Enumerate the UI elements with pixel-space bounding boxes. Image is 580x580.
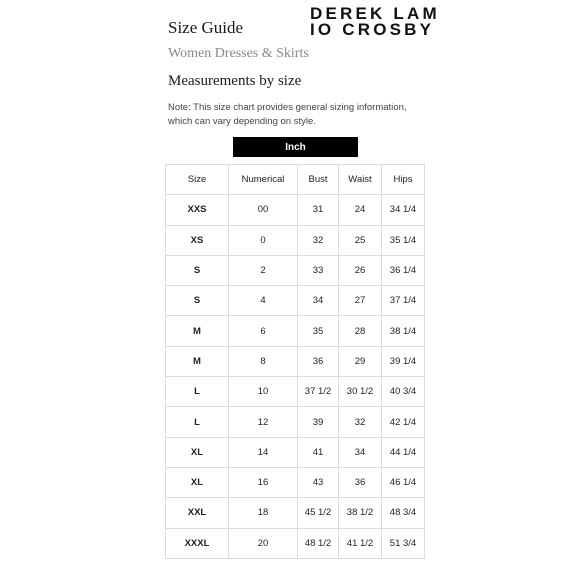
cell-numerical: 14	[229, 437, 298, 467]
cell-bust: 45 1/2	[298, 498, 339, 528]
table-row	[166, 467, 425, 497]
size-table	[165, 164, 425, 559]
cell-bust: 39	[298, 407, 339, 437]
cell-size: L	[166, 407, 229, 437]
cell-bust: 43	[298, 467, 339, 497]
cell-waist: 34	[339, 437, 382, 467]
cell-hips: 46 1/4	[382, 467, 425, 497]
cell-size: XS	[166, 225, 229, 255]
cell-numerical: 4	[229, 286, 298, 316]
cell-hips: 39 1/4	[382, 346, 425, 376]
table-header-row	[166, 165, 425, 195]
cell-hips: 48 3/4	[382, 498, 425, 528]
cell-size: XXS	[166, 195, 229, 225]
column-header-numerical: Numerical	[229, 165, 298, 195]
table-row	[166, 437, 425, 467]
cell-size: XL	[166, 437, 229, 467]
table-row	[166, 286, 425, 316]
cell-hips: 34 1/4	[382, 195, 425, 225]
section-heading: Measurements by size	[168, 73, 302, 89]
cell-bust: 33	[298, 255, 339, 285]
sizing-note: Note: This size chart provides general sizing information, which can vary depending on style.	[168, 102, 407, 127]
cell-size: S	[166, 286, 229, 316]
table-row	[166, 377, 425, 407]
cell-waist: 38 1/2	[339, 498, 382, 528]
table-row	[166, 316, 425, 346]
page-title: Size Guide	[168, 18, 244, 37]
cell-bust: 31	[298, 195, 339, 225]
cell-waist: 28	[339, 316, 382, 346]
table-body	[166, 195, 425, 559]
brand-logo-line-1: DEREK LAM	[310, 4, 440, 23]
cell-numerical: 12	[229, 407, 298, 437]
table-row	[166, 346, 425, 376]
cell-waist: 24	[339, 195, 382, 225]
table-row	[166, 528, 425, 558]
cell-numerical: 0	[229, 225, 298, 255]
column-header-hips: Hips	[382, 165, 425, 195]
cell-waist: 41 1/2	[339, 528, 382, 558]
cell-bust: 48 1/2	[298, 528, 339, 558]
cell-size: M	[166, 316, 229, 346]
table-row	[166, 225, 425, 255]
cell-size: XL	[166, 467, 229, 497]
cell-hips: 51 3/4	[382, 528, 425, 558]
cell-numerical: 00	[229, 195, 298, 225]
table-row	[166, 498, 425, 528]
table-row	[166, 407, 425, 437]
cell-numerical: 8	[229, 346, 298, 376]
cell-hips: 35 1/4	[382, 225, 425, 255]
cell-numerical: 2	[229, 255, 298, 285]
unit-inch-button[interactable]: Inch	[233, 137, 358, 157]
cell-numerical: 18	[229, 498, 298, 528]
cell-hips: 44 1/4	[382, 437, 425, 467]
cell-hips: 36 1/4	[382, 255, 425, 285]
cell-numerical: 16	[229, 467, 298, 497]
cell-waist: 29	[339, 346, 382, 376]
cell-waist: 25	[339, 225, 382, 255]
column-header-size: Size	[166, 165, 229, 195]
table-row	[166, 255, 425, 285]
cell-size: XXL	[166, 498, 229, 528]
column-header-bust: Bust	[298, 165, 339, 195]
cell-bust: 35	[298, 316, 339, 346]
cell-size: L	[166, 377, 229, 407]
cell-numerical: 20	[229, 528, 298, 558]
cell-hips: 40 3/4	[382, 377, 425, 407]
cell-hips: 38 1/4	[382, 316, 425, 346]
cell-waist: 30 1/2	[339, 377, 382, 407]
cell-bust: 41	[298, 437, 339, 467]
cell-bust: 34	[298, 286, 339, 316]
cell-bust: 37 1/2	[298, 377, 339, 407]
cell-hips: 37 1/4	[382, 286, 425, 316]
brand-logo-line-2: IO CROSBY	[310, 20, 435, 39]
cell-bust: 36	[298, 346, 339, 376]
category-subtitle: Women Dresses & Skirts	[168, 46, 309, 61]
cell-waist: 32	[339, 407, 382, 437]
cell-size: M	[166, 346, 229, 376]
cell-bust: 32	[298, 225, 339, 255]
brand-logo	[310, 6, 440, 38]
cell-numerical: 10	[229, 377, 298, 407]
cell-waist: 36	[339, 467, 382, 497]
cell-numerical: 6	[229, 316, 298, 346]
cell-size: S	[166, 255, 229, 285]
column-header-waist: Waist	[339, 165, 382, 195]
cell-waist: 27	[339, 286, 382, 316]
cell-waist: 26	[339, 255, 382, 285]
cell-hips: 42 1/4	[382, 407, 425, 437]
cell-size: XXXL	[166, 528, 229, 558]
table-row	[166, 195, 425, 225]
